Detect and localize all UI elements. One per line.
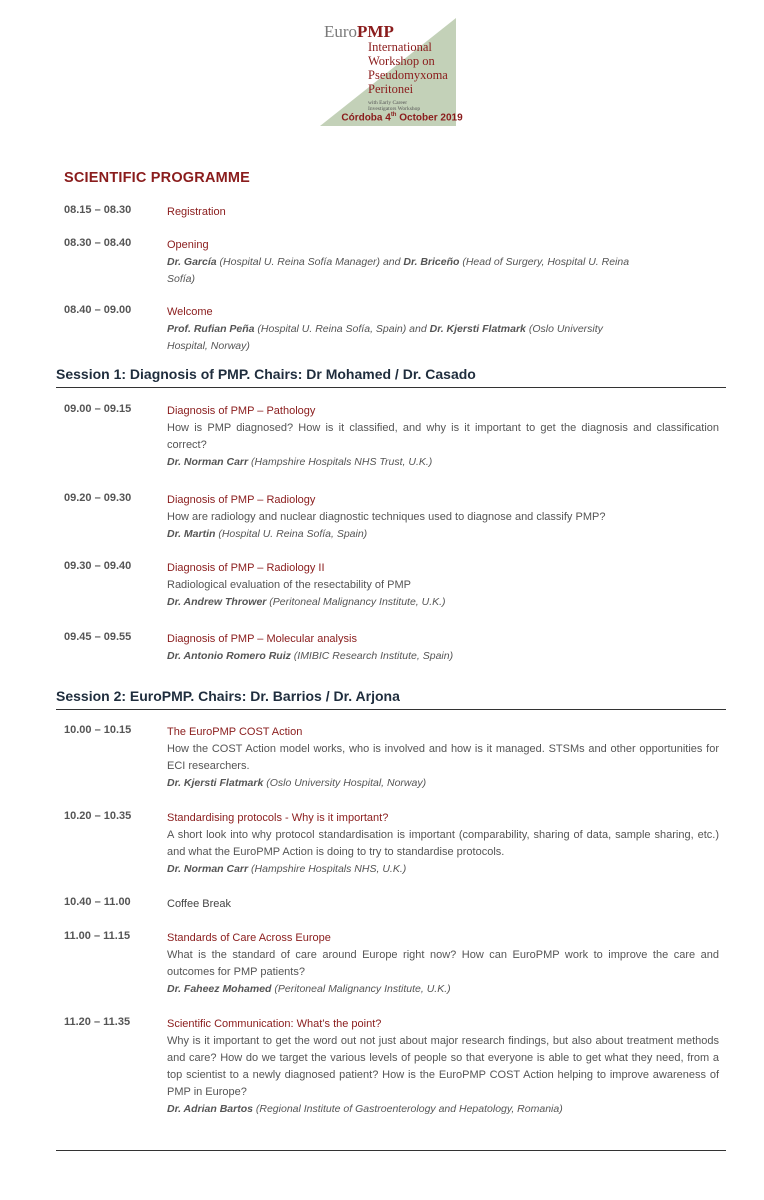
item-title: The EuroPMP COST Action bbox=[167, 726, 303, 738]
item-speaker bbox=[167, 454, 719, 471]
speaker-affiliation: Hospital, Norway) bbox=[167, 340, 250, 352]
speaker-affiliation: (Hospital U. Reina Sofía Manager) and bbox=[216, 256, 404, 268]
item-title: Welcome bbox=[167, 306, 213, 318]
session-divider bbox=[56, 709, 726, 710]
logo-small-line: Investigators Workshop bbox=[368, 106, 421, 112]
speaker-name: Dr. Faheez Mohamed bbox=[167, 983, 272, 995]
item-description: What is the standard of care around Europe right now? How can EuroPMP work to improve the care and outcomes for PMP patients? bbox=[167, 949, 719, 978]
item-description: Why is it important to get the word out not just about major research findings, but also about treatment methods and care? How do we target the various levels of people so that everyone is able to get what they need, from a top scientist to a newly diagnosed patient? How is the EuroPMP COST Action helping to improve awareness of PMP in Europe? bbox=[167, 1035, 719, 1098]
speaker-affiliation: (Peritoneal Malignancy Institute, U.K.) bbox=[271, 983, 451, 995]
date-sup: th bbox=[390, 112, 397, 118]
speaker-name: Dr. Kjersti Flatmark bbox=[429, 323, 526, 335]
item-time: 11.20 – 11.35 bbox=[64, 1016, 131, 1028]
session-1-heading: Session 1: Diagnosis of PMP. Chairs: Dr Mohamed / Dr. Casado bbox=[56, 366, 476, 382]
speaker-affiliation: (Regional Institute of Gastroenterology and Hepatology, Romania) bbox=[252, 1103, 563, 1115]
bottom-divider bbox=[56, 1150, 726, 1151]
logo-brand-suffix: PMP bbox=[357, 22, 394, 41]
event-date bbox=[334, 112, 470, 123]
speaker-name: Prof. Rufian Peña bbox=[167, 323, 255, 335]
europmp-logo bbox=[320, 18, 470, 126]
item-time: 09.00 – 09.15 bbox=[64, 403, 132, 415]
item-time: 09.30 – 09.40 bbox=[64, 560, 132, 572]
item-content bbox=[167, 631, 719, 665]
logo-small-line: with Early Career bbox=[368, 100, 408, 106]
item-title: Standards of Care Across Europe bbox=[167, 932, 331, 944]
item-time: 11.00 – 11.15 bbox=[64, 930, 131, 942]
item-content bbox=[167, 204, 719, 221]
logo-subtitle-line: Workshop on bbox=[368, 54, 435, 68]
item-speaker bbox=[167, 526, 719, 543]
item-description: How the COST Action model works, who is involved and how is it managed. STSMs and other opportunities for ECI researchers. bbox=[167, 743, 719, 772]
speaker-name: Dr. Andrew Thrower bbox=[167, 596, 267, 608]
speaker-name: Dr. Martin bbox=[167, 528, 216, 540]
item-time: 08.40 – 09.00 bbox=[64, 304, 132, 316]
speaker-name: Dr. Kjersti Flatmark bbox=[167, 777, 264, 789]
item-speaker bbox=[167, 648, 719, 665]
item-title: Opening bbox=[167, 239, 209, 251]
item-content bbox=[167, 403, 719, 471]
programme-title: SCIENTIFIC PROGRAMME bbox=[64, 170, 251, 186]
speaker-affiliation: (IMIBIC Research Institute, Spain) bbox=[290, 650, 454, 662]
speaker-affiliation: (Oslo University bbox=[525, 323, 603, 335]
logo-subtitle-line: International bbox=[368, 40, 432, 54]
speaker-affiliation: (Hampshire Hospitals NHS Trust, U.K.) bbox=[248, 456, 433, 468]
item-time: 10.40 – 11.00 bbox=[64, 896, 131, 908]
speaker-affiliation: (Hospital U. Reina Sofía, Spain) and bbox=[254, 323, 430, 335]
date-prefix: Córdoba 4 bbox=[341, 112, 391, 124]
speaker-name: Dr. Norman Carr bbox=[167, 863, 249, 875]
logo-subtitle bbox=[368, 40, 468, 96]
item-speaker bbox=[167, 775, 719, 792]
item-title: Diagnosis of PMP – Radiology bbox=[167, 494, 316, 506]
speaker-name: Dr. García bbox=[167, 256, 217, 268]
item-speaker bbox=[167, 981, 719, 998]
logo-small-text bbox=[368, 100, 468, 112]
item-content bbox=[167, 492, 719, 543]
item-description: How is PMP diagnosed? How is it classified, and why is it important to get the diagnosis and classification correct? bbox=[167, 422, 719, 451]
item-content bbox=[167, 896, 719, 913]
item-title: Diagnosis of PMP – Radiology II bbox=[167, 562, 325, 574]
item-description: A short look into why protocol standardisation is important (comparability, sharing of data, sample sharing, etc.) and what the EuroPMP Action is doing to try to standardise protocols. bbox=[167, 829, 719, 858]
item-content bbox=[167, 724, 719, 792]
speaker-name: Dr. Antonio Romero Ruiz bbox=[167, 650, 291, 662]
session-2-heading: Session 2: EuroPMP. Chairs: Dr. Barrios / Dr. Arjona bbox=[56, 688, 400, 704]
session-divider bbox=[56, 387, 726, 388]
item-time: 09.20 – 09.30 bbox=[64, 492, 132, 504]
item-speaker bbox=[167, 861, 719, 878]
logo-subtitle-line: Peritonei bbox=[368, 82, 414, 96]
item-time: 10.00 – 10.15 bbox=[64, 724, 132, 736]
item-content bbox=[167, 1016, 719, 1118]
item-title: Standardising protocols - Why is it important? bbox=[167, 812, 389, 824]
speaker-affiliation: Sofía) bbox=[167, 273, 196, 285]
speaker-affiliation: (Head of Surgery, Hospital U. Reina bbox=[459, 256, 630, 268]
item-time: 08.15 – 08.30 bbox=[64, 204, 132, 216]
speaker-name: Dr. Norman Carr bbox=[167, 456, 249, 468]
speaker-affiliation: (Peritoneal Malignancy Institute, U.K.) bbox=[266, 596, 446, 608]
speaker-affiliation: (Hospital U. Reina Sofía, Spain) bbox=[215, 528, 368, 540]
item-content bbox=[167, 304, 719, 355]
item-content bbox=[167, 560, 719, 611]
logo-subtitle-line: Pseudomyxoma bbox=[368, 68, 448, 82]
item-title: Diagnosis of PMP – Pathology bbox=[167, 405, 316, 417]
item-title: Scientific Communication: What’s the point? bbox=[167, 1018, 382, 1030]
item-content bbox=[167, 810, 719, 878]
item-content bbox=[167, 237, 719, 288]
item-time: 09.45 – 09.55 bbox=[64, 631, 132, 643]
speaker-name: Dr. Briceño bbox=[403, 256, 460, 268]
item-time: 10.20 – 10.35 bbox=[64, 810, 132, 822]
logo-brand-prefix: Euro bbox=[324, 22, 358, 41]
item-title: Coffee Break bbox=[167, 898, 232, 910]
item-time: 08.30 – 08.40 bbox=[64, 237, 132, 249]
item-description: How are radiology and nuclear diagnostic techniques used to diagnose and classify PMP? bbox=[167, 511, 606, 523]
item-speaker bbox=[167, 321, 719, 338]
item-speaker bbox=[167, 254, 719, 271]
item-description: Radiological evaluation of the resectability of PMP bbox=[167, 579, 411, 591]
speaker-affiliation: (Hampshire Hospitals NHS, U.K.) bbox=[248, 863, 407, 875]
item-speaker bbox=[167, 594, 719, 611]
logo-brand bbox=[324, 22, 394, 42]
item-title: Diagnosis of PMP – Molecular analysis bbox=[167, 633, 357, 645]
speaker-affiliation: (Oslo University Hospital, Norway) bbox=[263, 777, 427, 789]
date-suffix: October 2019 bbox=[396, 112, 463, 124]
speaker-name: Dr. Adrian Bartos bbox=[167, 1103, 253, 1115]
item-content bbox=[167, 930, 719, 998]
item-title: Registration bbox=[167, 206, 226, 218]
item-speaker bbox=[167, 1101, 719, 1118]
